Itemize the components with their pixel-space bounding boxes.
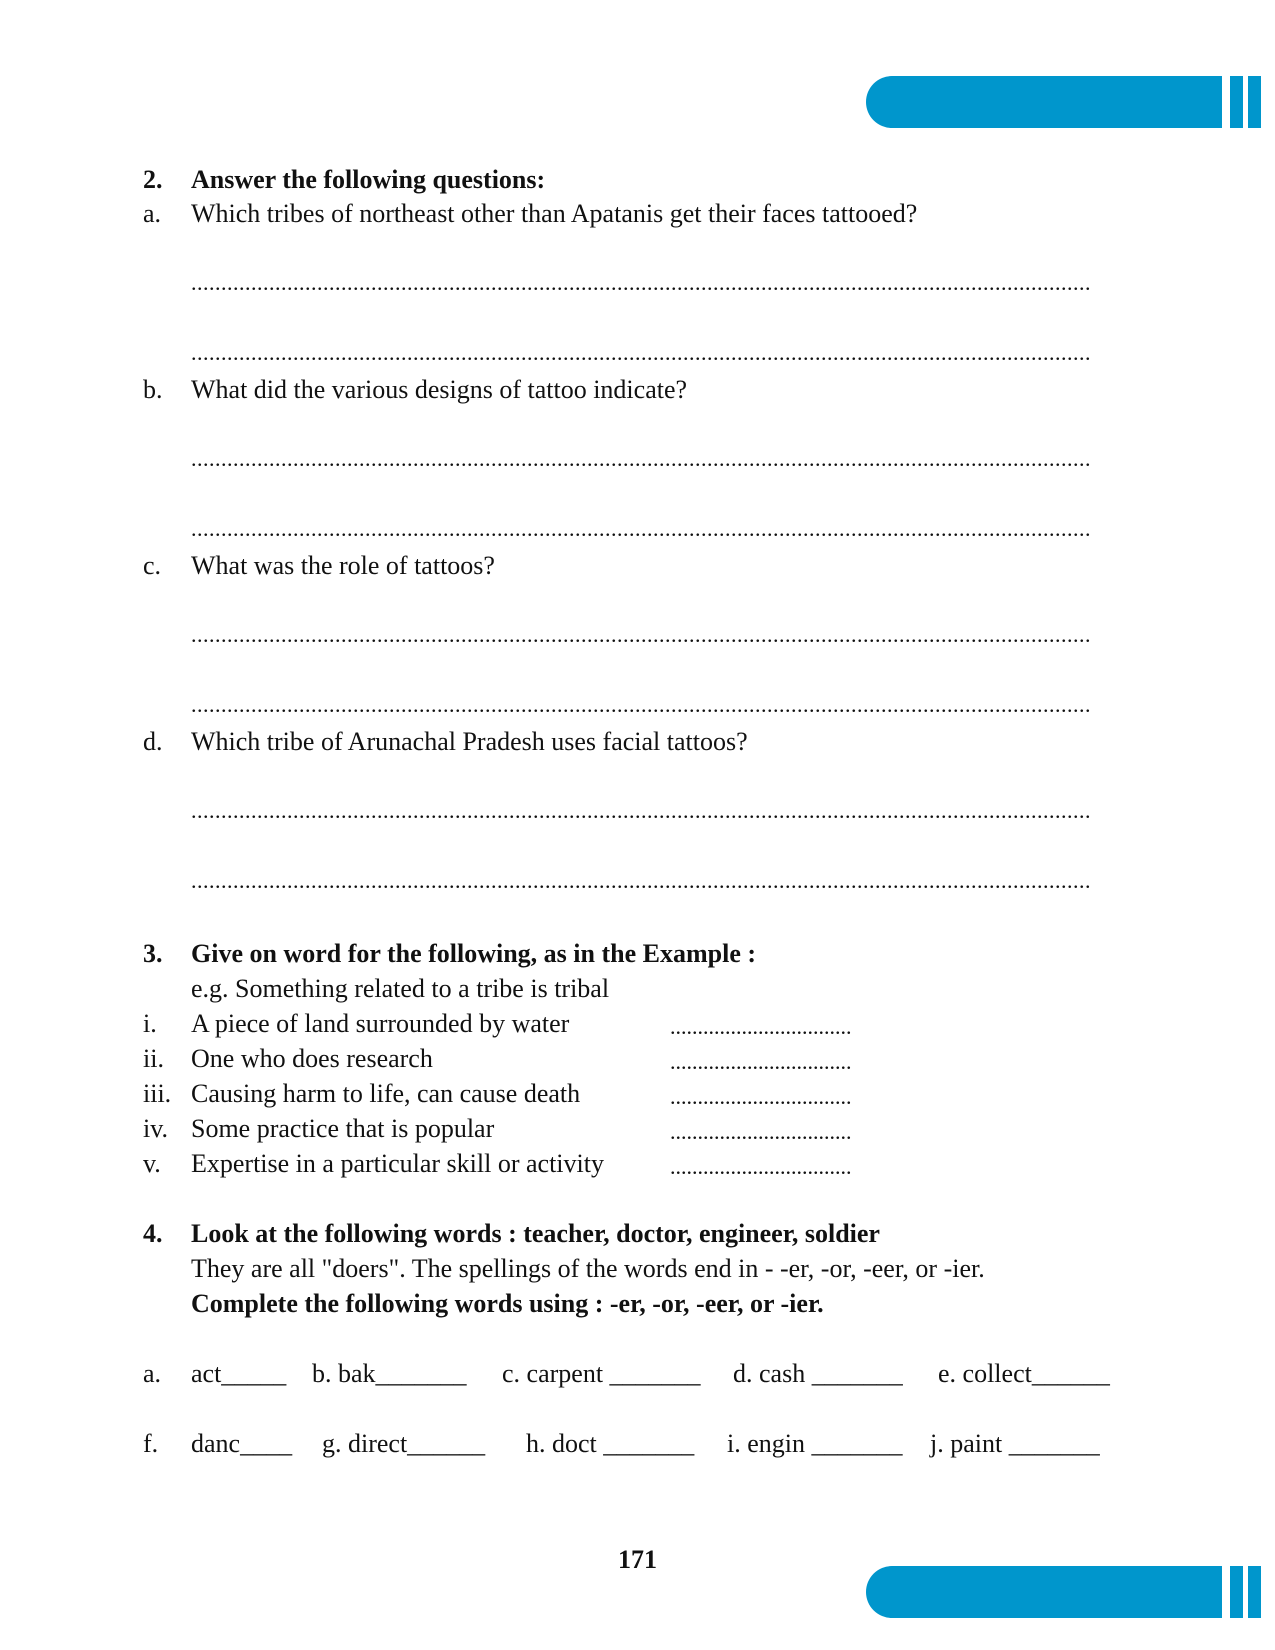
answer-line[interactable]: ...................................................................................................................................................... (191, 448, 1091, 470)
item-label: b. (143, 375, 163, 404)
item-text: Some practice that is popular (191, 1114, 495, 1143)
q4-heading: Look at the following words : teacher, doctor, engineer, soldier (191, 1219, 880, 1248)
footer-decoration (866, 1566, 1275, 1618)
fill-word[interactable]: danc____ (191, 1429, 293, 1458)
row-label: f. (143, 1429, 159, 1458)
fill-word[interactable]: h. doct _______ (526, 1429, 695, 1458)
item-text: A piece of land surrounded by water (191, 1009, 570, 1038)
fill-word[interactable]: j. paint _______ (930, 1429, 1100, 1458)
q2-number: 2. (143, 165, 163, 194)
footer-tab-stripe (1230, 1566, 1243, 1618)
header-tab-pill (866, 76, 1222, 128)
page-number: 171 (618, 1545, 657, 1574)
one-word-blank[interactable]: ................................. (670, 1051, 852, 1073)
item-text: Expertise in a particular skill or activity (191, 1149, 604, 1178)
footer-tab-pill (866, 1566, 1222, 1618)
one-word-blank[interactable]: ................................. (670, 1086, 852, 1108)
item-text: One who does research (191, 1044, 433, 1073)
question-text: Which tribe of Arunachal Pradesh uses facial tattoos? (191, 727, 748, 756)
fill-word[interactable]: e. collect______ (938, 1359, 1110, 1388)
one-word-blank[interactable]: ................................. (670, 1016, 852, 1038)
answer-line[interactable]: ...................................................................................................................................................... (191, 518, 1091, 540)
answer-line[interactable]: ...................................................................................................................................................... (191, 272, 1091, 294)
item-label: iv. (143, 1114, 169, 1143)
q4-instructions: They are all "doers". The spellings of the words end in - -er, -or, -eer, or -ier. (191, 1254, 985, 1283)
item-label: i. (143, 1009, 157, 1038)
one-word-blank[interactable]: ................................. (670, 1156, 852, 1178)
question-text: What did the various designs of tattoo indicate? (191, 375, 688, 404)
header-tab-stripe (1230, 76, 1243, 128)
question-text: What was the role of tattoos? (191, 551, 495, 580)
q4-number: 4. (143, 1219, 163, 1248)
item-label: iii. (143, 1079, 172, 1108)
one-word-blank[interactable]: ................................. (670, 1121, 852, 1143)
item-text: Causing harm to life, can cause death (191, 1079, 581, 1108)
answer-line[interactable]: ...................................................................................................................................................... (191, 342, 1091, 364)
q3-number: 3. (143, 939, 163, 968)
q3-heading: Give on word for the following, as in the Example : (191, 939, 757, 968)
header-tab-stripe (1248, 76, 1261, 128)
q4-task: Complete the following words using : -er, -or, -eer, or -ier. (191, 1289, 824, 1318)
item-label: c. (143, 551, 162, 580)
row-label: a. (143, 1359, 162, 1388)
q2-heading: Answer the following questions: (191, 165, 546, 194)
fill-word[interactable]: c. carpent _______ (502, 1359, 701, 1388)
answer-line[interactable]: ...................................................................................................................................................... (191, 694, 1091, 716)
header-decoration (866, 76, 1275, 128)
fill-word[interactable]: i. engin _______ (727, 1429, 903, 1458)
item-label: v. (143, 1149, 161, 1178)
answer-line[interactable]: ...................................................................................................................................................... (191, 800, 1091, 822)
item-label: a. (143, 199, 162, 228)
question-text: Which tribes of northeast other than Apatanis get their faces tattooed? (191, 199, 918, 228)
answer-line[interactable]: ...................................................................................................................................................... (191, 624, 1091, 646)
q3-example: e.g. Something related to a tribe is tribal (191, 974, 610, 1003)
fill-word[interactable]: b. bak_______ (312, 1359, 467, 1388)
fill-word[interactable]: g. direct______ (322, 1429, 486, 1458)
fill-word[interactable]: act_____ (191, 1359, 287, 1388)
fill-word[interactable]: d. cash _______ (733, 1359, 903, 1388)
item-label: ii. (143, 1044, 164, 1073)
item-label: d. (143, 727, 163, 756)
footer-tab-stripe (1248, 1566, 1261, 1618)
answer-line[interactable]: ...................................................................................................................................................... (191, 870, 1091, 892)
